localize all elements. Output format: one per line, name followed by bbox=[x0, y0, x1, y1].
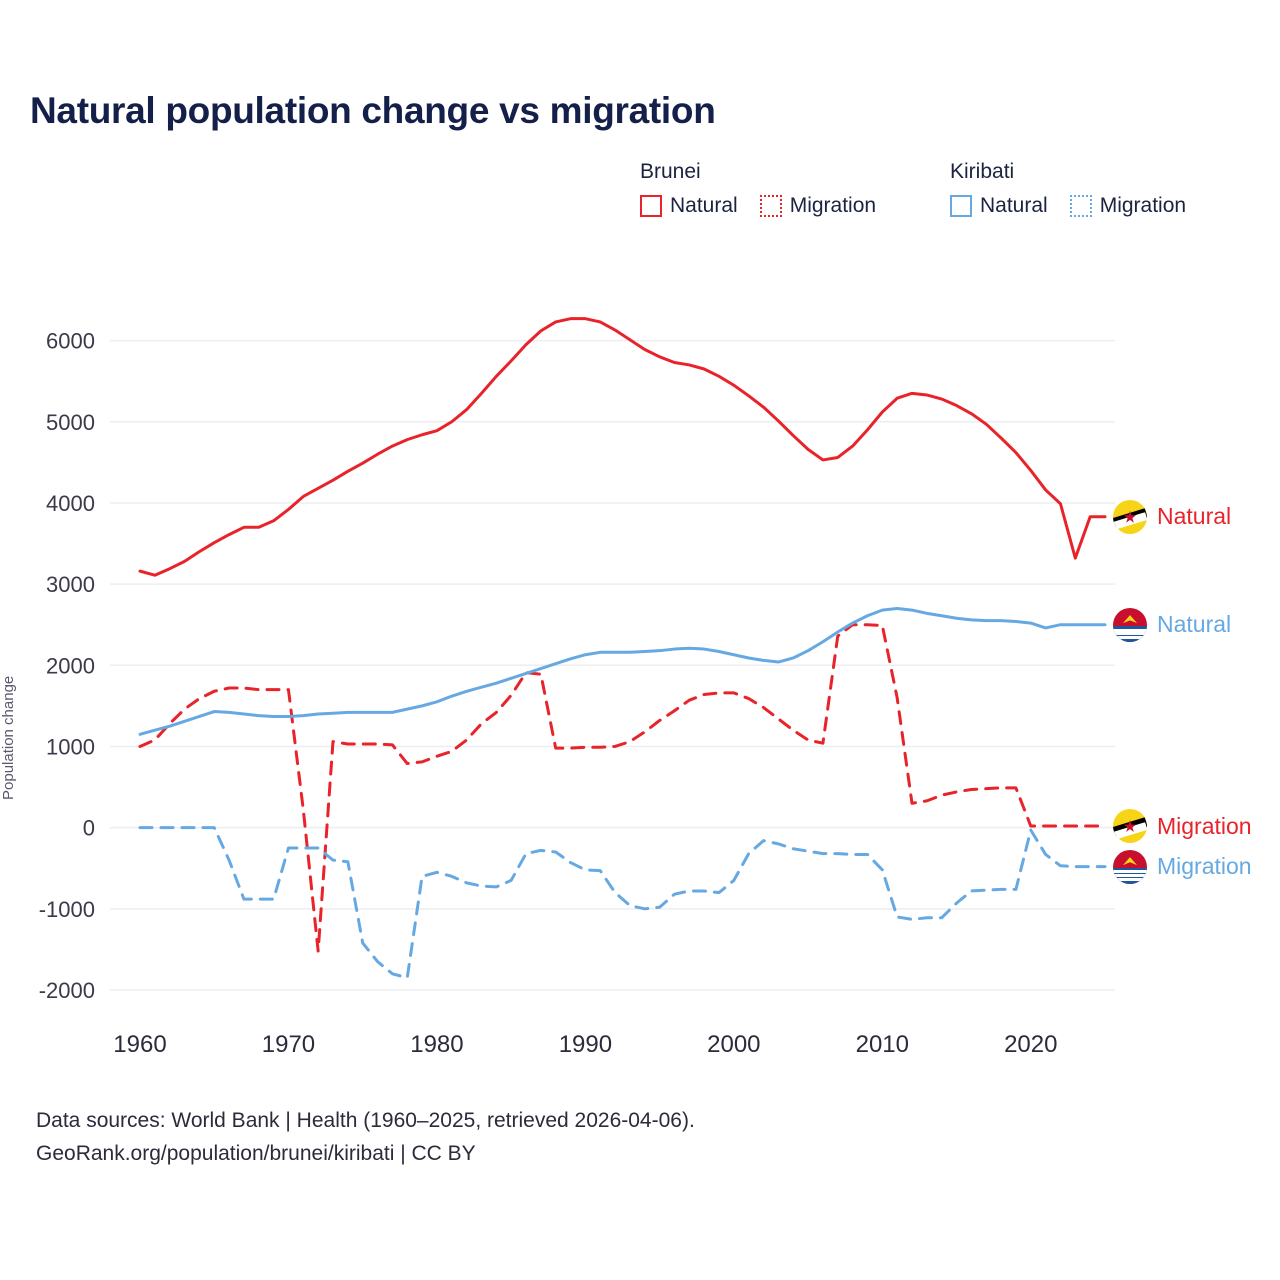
legend-item-kiribati-migration[interactable] bbox=[1070, 194, 1186, 218]
legend bbox=[640, 160, 1260, 218]
brunei-flag-icon bbox=[1113, 809, 1147, 843]
legend-col-kiribati bbox=[950, 194, 1260, 218]
legend-item-label: Migration bbox=[1099, 194, 1187, 217]
legend-group-title-kiribati: Kiribati bbox=[950, 160, 1015, 183]
end-label-text: Natural bbox=[1157, 611, 1232, 638]
series-line-brunei-natural bbox=[140, 319, 1105, 576]
svg-text:1990: 1990 bbox=[558, 1031, 613, 1058]
legend-item-brunei-natural[interactable] bbox=[640, 194, 738, 218]
plot-area bbox=[0, 270, 1280, 1060]
y-axis-title: Population change bbox=[0, 675, 17, 800]
svg-text:0: 0 bbox=[82, 815, 95, 841]
chart-svg bbox=[0, 270, 1280, 1060]
legend-item-kiribati-natural[interactable] bbox=[950, 194, 1048, 218]
svg-text:4000: 4000 bbox=[46, 490, 95, 516]
svg-text:2000: 2000 bbox=[707, 1031, 761, 1058]
end-label-text: Migration bbox=[1157, 853, 1252, 880]
legend-group-title-brunei: Brunei bbox=[640, 160, 701, 183]
page-title: Natural population change vs migration bbox=[30, 90, 716, 131]
legend-item-label: Migration bbox=[789, 194, 877, 217]
legend-item-label: Natural bbox=[980, 194, 1048, 217]
svg-text:-1000: -1000 bbox=[38, 896, 95, 922]
footer-line-attribution: GeoRank.org/population/brunei/kiribati | CC BY bbox=[36, 1141, 476, 1165]
end-label-brunei-migration bbox=[1113, 809, 1252, 843]
footer-line-sources: Data sources: World Bank | Health (1960–2025, retrieved 2026-04-06). bbox=[36, 1109, 695, 1132]
solid-line-swatch-icon bbox=[950, 195, 972, 217]
series-line-kiribati-migration bbox=[140, 828, 1105, 978]
legend-item-brunei-migration[interactable] bbox=[760, 194, 876, 218]
svg-text:1960: 1960 bbox=[113, 1031, 167, 1058]
dotted-line-swatch-icon bbox=[1070, 195, 1092, 217]
end-label-kiribati-natural bbox=[1113, 608, 1231, 642]
svg-text:3000: 3000 bbox=[46, 572, 95, 598]
svg-text:2000: 2000 bbox=[46, 653, 95, 679]
svg-text:2020: 2020 bbox=[1004, 1031, 1058, 1058]
svg-text:1970: 1970 bbox=[261, 1031, 316, 1058]
dotted-line-swatch-icon bbox=[760, 195, 782, 217]
svg-text:6000: 6000 bbox=[46, 328, 95, 354]
end-label-text: Natural bbox=[1157, 503, 1232, 530]
series-line-kiribati-natural bbox=[140, 608, 1105, 734]
brunei-flag-icon bbox=[1113, 500, 1147, 534]
end-label-text: Migration bbox=[1157, 812, 1252, 839]
footer bbox=[36, 1105, 695, 1170]
solid-line-swatch-icon bbox=[640, 195, 662, 217]
end-label-kiribati-migration bbox=[1113, 850, 1252, 884]
end-label-brunei-natural bbox=[1113, 500, 1231, 534]
svg-text:5000: 5000 bbox=[46, 409, 95, 435]
svg-text:1980: 1980 bbox=[410, 1031, 464, 1058]
series-line-brunei-migration bbox=[140, 625, 1105, 951]
kiribati-flag-icon bbox=[1113, 850, 1147, 884]
legend-item-label: Natural bbox=[670, 194, 738, 217]
svg-text:1000: 1000 bbox=[46, 734, 95, 760]
svg-text:2010: 2010 bbox=[855, 1031, 910, 1058]
svg-text:-2000: -2000 bbox=[38, 978, 95, 1003]
legend-col-brunei bbox=[640, 194, 950, 218]
kiribati-flag-icon bbox=[1113, 608, 1147, 642]
